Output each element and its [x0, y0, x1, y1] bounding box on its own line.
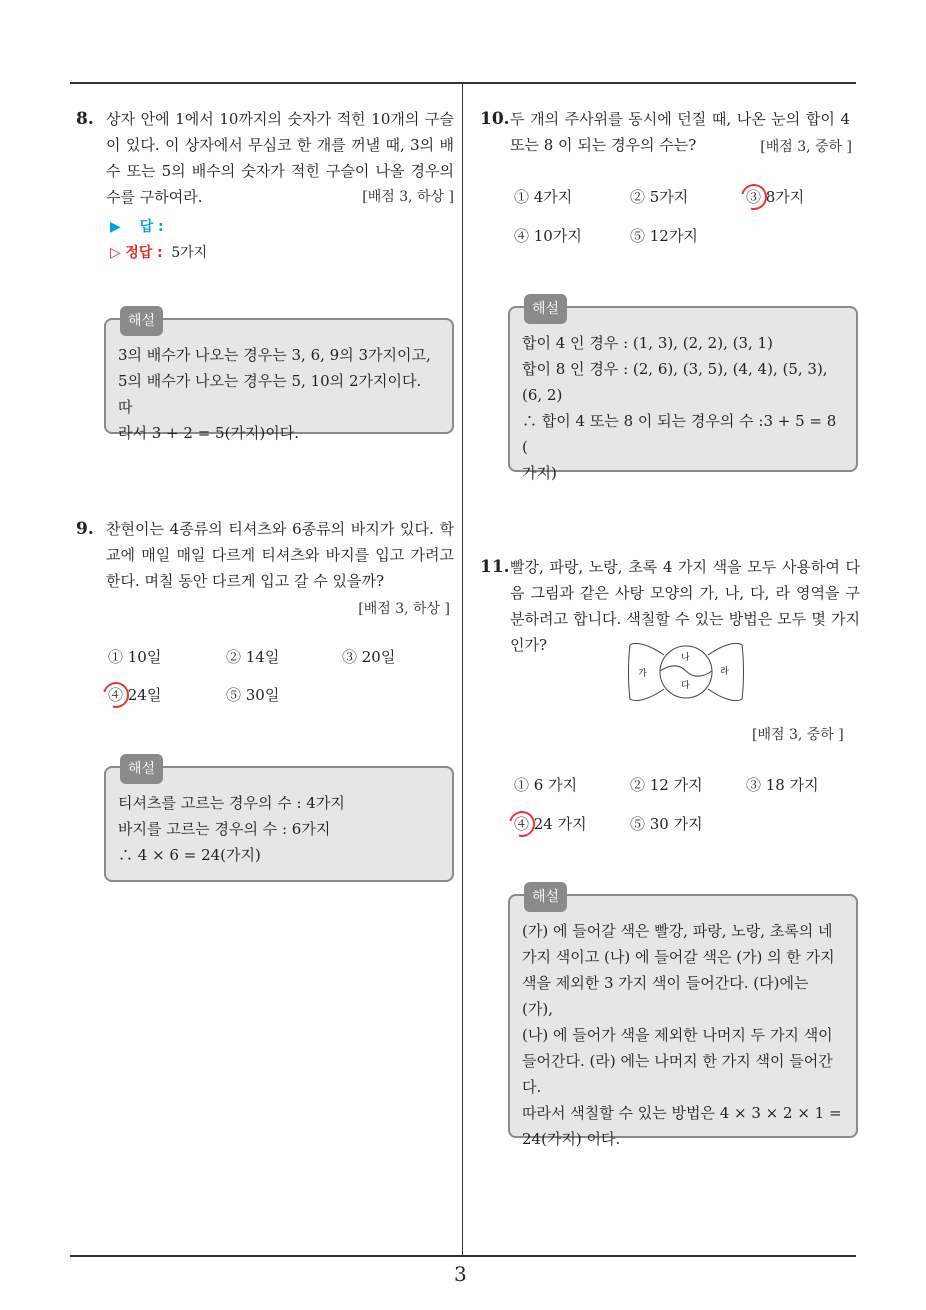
correct-answer	[110, 240, 207, 266]
label-ra: 라	[720, 667, 729, 677]
solution-line: ∴ 합이 4 또는 8 이 되는 경우의 수 :3 + 5 = 8 (	[522, 412, 837, 456]
play-icon: ▶	[110, 219, 121, 235]
divider-wave-shape	[660, 666, 712, 677]
label-da: 다	[681, 681, 690, 691]
question-11	[480, 554, 860, 654]
choice-1[interactable]: ① 6 가지	[514, 776, 578, 794]
label-na: 나	[681, 653, 690, 663]
choice-2[interactable]: ② 5가지	[630, 188, 689, 206]
answer-prompt	[110, 214, 164, 240]
selected-circle-icon	[736, 179, 772, 215]
question-text: 두 개의 주사위를 동시에 던질 때, 나온 눈의 합이 4 또는 8 이 되는 경우의 수는?	[510, 110, 850, 154]
bottom-rule	[70, 1255, 856, 1257]
solution-line: 24(가지) 이다.	[522, 1130, 621, 1148]
choice-2[interactable]: ② 12 가지	[630, 776, 703, 794]
choice-5[interactable]: ⑤ 30 가지	[630, 815, 703, 833]
solution-line: (가) 에 들어갈 색은 빨강, 파랑, 노랑, 초록의 네	[522, 922, 833, 940]
solution-line: 가지)	[522, 464, 557, 482]
question-number: 10.	[480, 109, 510, 129]
question-text: 상자 안에 1에서 10까지의 숫자가 적힌 10개의 구슬이 있다. 이 상자에서 무심코 한 개를 꺼낼 때, 3의 배수 또는 5의 배수의 숫자가 적힌 구슬이 나올 경우의 수를 구하여라.	[106, 110, 454, 206]
solution-line: 바지를 고르는 경우의 수 : 6가지	[118, 820, 331, 838]
page-number: 3	[454, 1262, 467, 1286]
choice-4[interactable]: ④ 10가지	[514, 227, 582, 245]
choice-2[interactable]: ② 14일	[226, 648, 280, 666]
question-8	[76, 106, 456, 276]
solution-line: 다.	[522, 1078, 542, 1096]
solution-tab: 해설	[120, 306, 163, 336]
choice-3[interactable]: ③ 8가지	[746, 188, 805, 206]
selected-circle-icon	[504, 806, 540, 842]
solution-tab: 해설	[120, 754, 163, 784]
solution-tab: 해설	[524, 294, 567, 324]
solution-box-10	[508, 301, 858, 482]
solution-line: 3의 배수가 나오는 경우는 3, 6, 9의 3가지이고,	[118, 346, 431, 364]
triangle-outline-icon: ▷	[110, 245, 121, 261]
question-number: 8.	[76, 109, 94, 129]
solution-tab: 해설	[524, 882, 567, 912]
candy-figure	[628, 641, 744, 703]
solution-line: 합이 4 인 경우 : (1, 3), (2, 2), (3, 1)	[522, 334, 773, 352]
correct-label: 정답 :	[125, 245, 163, 261]
solution-line: (6, 2)	[522, 386, 563, 404]
solution-line: 티셔츠를 고르는 경우의 수 : 4가지	[118, 794, 345, 812]
question-meta: [배점 3, 중하 ]	[760, 139, 852, 155]
top-rule	[70, 82, 856, 84]
answer-label: 답 :	[139, 219, 164, 235]
solution-box-11	[508, 889, 858, 1148]
solution-box-9	[104, 761, 454, 882]
question-meta: [배점 3, 하상 ]	[362, 189, 454, 205]
choice-3[interactable]: ③ 20일	[342, 648, 396, 666]
label-ga: 가	[638, 669, 647, 679]
question-number: 9.	[76, 519, 94, 539]
solution-box-8	[104, 313, 454, 442]
question-meta: [배점 3, 중하 ]	[752, 727, 844, 743]
choice-1[interactable]: ① 10일	[108, 648, 162, 666]
solution-line: 가지 색이고 (나) 에 들어갈 색은 (가) 의 한 가지	[522, 948, 835, 966]
solution-line: 색을 제외한 3 가지 색이 들어간다. (다)에는 (가),	[522, 974, 809, 1018]
center-divider	[462, 84, 463, 1256]
choice-4[interactable]: ④ 24일	[108, 686, 162, 704]
solution-line: ∴ 4 × 6 = 24(가지)	[118, 846, 261, 864]
correct-value: 5가지	[171, 245, 208, 261]
question-text: 찬현이는 4종류의 티셔츠와 6종류의 바지가 있다. 학교에 매일 매일 다르게 티셔츠와 바지를 입고 가려고 한다. 며칠 동안 다르게 입고 갈 수 있을까?	[106, 520, 454, 590]
solution-line: 합이 8 인 경우 : (2, 6), (3, 5), (4, 4), (5, 3),	[522, 360, 828, 378]
solution-line: (나) 에 들어가 색을 제외한 나머지 두 가지 색이	[522, 1026, 833, 1044]
choice-5[interactable]: ⑤ 30일	[226, 686, 280, 704]
choice-4[interactable]: ④ 24 가지	[514, 815, 587, 833]
solution-line: 들어간다. (라) 에는 나머지 한 가지 색이 들어간	[522, 1052, 833, 1070]
solution-line: 5의 배수가 나오는 경우는 5, 10의 2가지이다. 따	[118, 372, 422, 416]
question-meta: [배점 3, 하상 ]	[358, 601, 450, 617]
choice-3[interactable]: ③ 18 가지	[746, 776, 819, 794]
question-10	[480, 106, 860, 166]
solution-line: 따라서 색칠할 수 있는 방법은 4 × 3 × 2 × 1 =	[522, 1104, 842, 1122]
choice-1[interactable]: ① 4가지	[514, 188, 573, 206]
question-number: 11.	[480, 557, 510, 577]
question-text: 빨강, 파랑, 노랑, 초록 4 가지 색을 모두 사용하여 다음 그림과 같은 사탕 모양의 가, 나, 다, 라 영역을 구분하려고 합니다. 색칠할 수 있는 방법은 모두 몇 가지인가?	[510, 558, 860, 654]
solution-line: 라서 3 + 2 = 5(가지)이다.	[118, 424, 300, 442]
choice-5[interactable]: ⑤ 12가지	[630, 227, 698, 245]
